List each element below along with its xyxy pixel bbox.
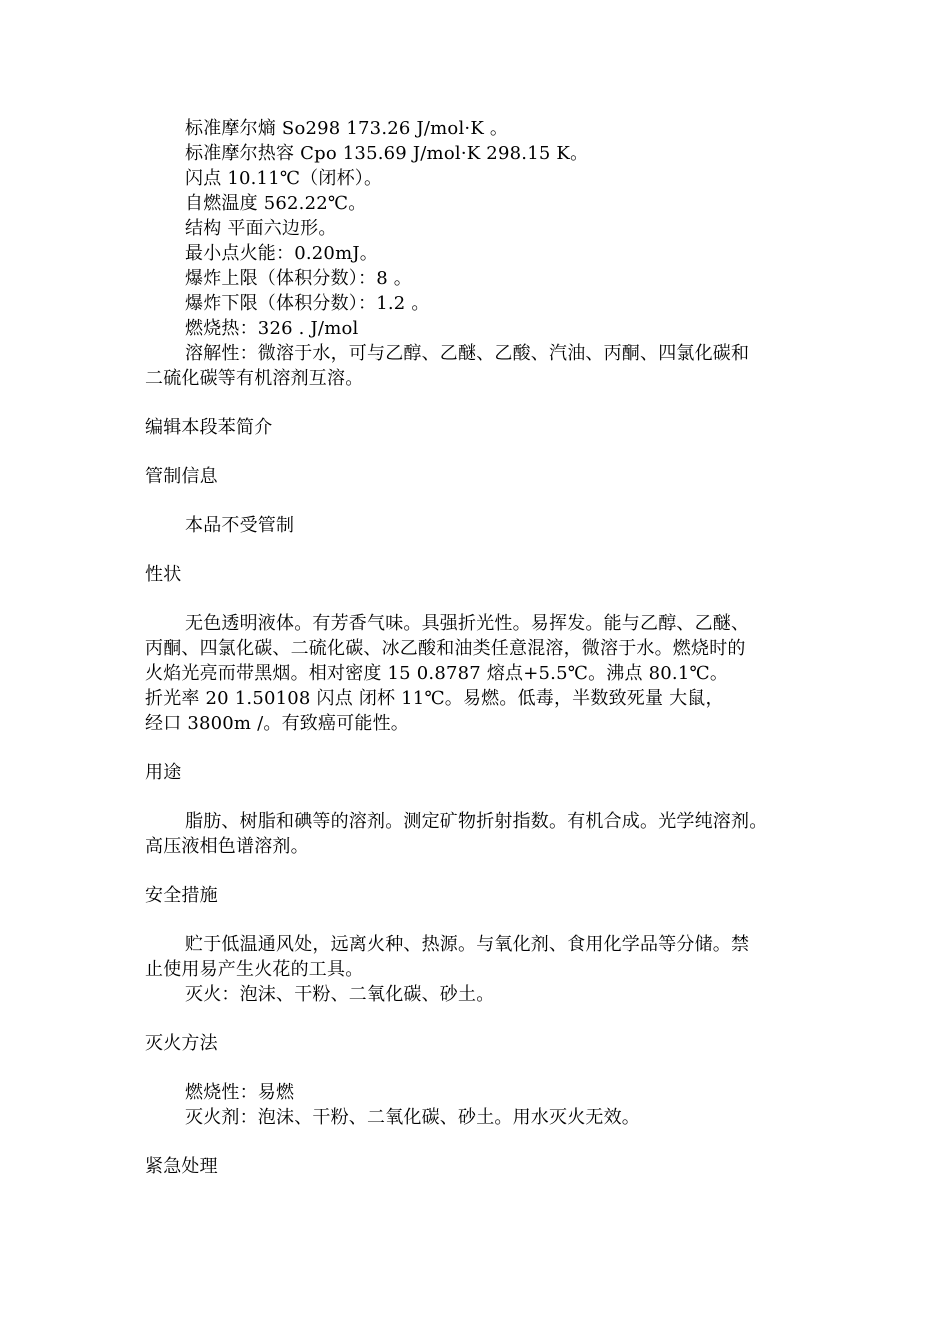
emergency-heading: 紧急处理 — [145, 1156, 218, 1177]
combustion-heat-line: 燃烧热：326 . J/mol — [185, 318, 359, 339]
control-heading: 管制信息 — [145, 466, 218, 487]
structure-line: 结构 平面六边形。 — [185, 218, 337, 239]
solubility-line-1: 溶解性：微溶于水，可与乙醇、乙醚、乙酸、汽油、丙酮、四氯化碳和 — [185, 343, 750, 364]
fire-line-1: 燃烧性：易燃 — [185, 1082, 295, 1103]
usage-heading: 用途 — [145, 762, 182, 783]
appearance-line-5: 经口 3800m /。有致癌可能性。 — [145, 713, 409, 734]
flash-point-line: 闪点 10.11℃（闭杯）。 — [185, 168, 383, 189]
appearance-line-4: 折光率 20 1.50108 闪点 闭杯 11℃。易燃。低毒，半数致死量 大鼠， — [145, 688, 724, 709]
min-ignition-energy-line: 最小点火能：0.20mJ。 — [185, 243, 378, 264]
safety-heading: 安全措施 — [145, 885, 218, 906]
autoignition-line: 自燃温度 562.22℃。 — [185, 193, 367, 214]
safety-line-2: 止使用易产生火花的工具。 — [145, 959, 364, 980]
appearance-line-3: 火焰光亮而带黑烟。相对密度 15 0.8787 熔点+5.5℃。沸点 80.1℃。 — [145, 663, 729, 684]
appearance-heading: 性状 — [145, 564, 182, 585]
usage-line-2: 高压液相色谱溶剂。 — [145, 836, 309, 857]
safety-line-3: 灭火：泡沫、干粉、二氧化碳、砂土。 — [185, 984, 495, 1005]
safety-line-1: 贮于低温通风处，远离火种、热源。与氧化剂、食用化学品等分储。禁 — [185, 934, 750, 955]
lower-limit-line: 爆炸下限（体积分数）：1.2 。 — [185, 293, 430, 314]
upper-limit-line: 爆炸上限（体积分数）：8 。 — [185, 268, 412, 289]
heat-capacity-line: 标准摩尔热容 Cpo 135.69 J/mol·K 298.15 K。 — [185, 143, 589, 164]
appearance-line-1: 无色透明液体。有芳香气味。具强折光性。易挥发。能与乙醇、乙醚、 — [185, 613, 750, 634]
edit-section-heading: 编辑本段苯简介 — [145, 417, 273, 438]
control-text: 本品不受管制 — [185, 515, 295, 536]
entropy-line: 标准摩尔熵 So298 173.26 J/mol·K 。 — [185, 118, 509, 139]
usage-line-1: 脂肪、树脂和碘等的溶剂。测定矿物折射指数。有机合成。光学纯溶剂。 — [185, 811, 768, 832]
fire-line-2: 灭火剂：泡沫、干粉、二氧化碳、砂土。用水灭火无效。 — [185, 1107, 640, 1128]
solubility-line-2: 二硫化碳等有机溶剂互溶。 — [145, 368, 364, 389]
fire-heading: 灭火方法 — [145, 1033, 218, 1054]
appearance-line-2: 丙酮、四氯化碳、二硫化碳、冰乙酸和油类任意混溶，微溶于水。燃烧时的 — [145, 638, 746, 659]
